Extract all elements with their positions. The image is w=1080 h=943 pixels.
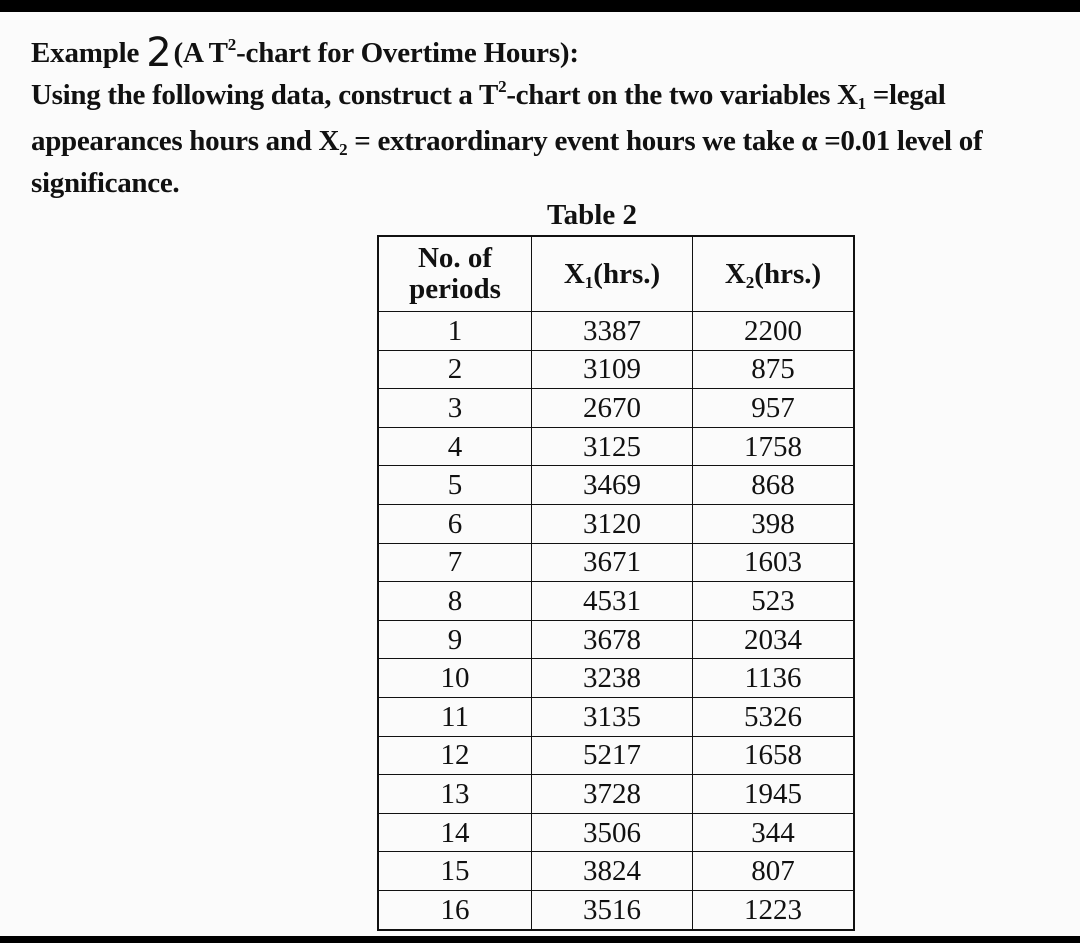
top-border <box>0 0 1080 12</box>
cell-period: 16 <box>378 890 532 929</box>
cell-period: 11 <box>378 697 532 736</box>
data-table <box>377 235 855 931</box>
table-caption: Table 2 <box>547 199 637 231</box>
cell-period: 15 <box>378 852 532 891</box>
cell-period: 10 <box>378 659 532 698</box>
cell-period: 8 <box>378 582 532 621</box>
header-x2-unit: (hrs.) <box>754 257 822 290</box>
p1-text-c: =legal <box>865 79 946 111</box>
table-row <box>378 312 854 351</box>
cell-x1: 2670 <box>532 389 693 428</box>
cell-period: 12 <box>378 736 532 775</box>
table-row <box>378 466 854 505</box>
heading-title-sup: 2 <box>227 35 237 54</box>
cell-x2: 1136 <box>693 659 855 698</box>
table-row <box>378 620 854 659</box>
cell-period: 1 <box>378 312 532 351</box>
cell-x1: 3728 <box>532 775 693 814</box>
cell-x2: 807 <box>693 852 855 891</box>
header-x2-sub: 2 <box>745 272 755 292</box>
cell-x1: 3125 <box>532 427 693 466</box>
example-heading <box>31 30 1080 76</box>
table-row <box>378 582 854 621</box>
cell-x1: 3469 <box>532 466 693 505</box>
table-row <box>378 813 854 852</box>
table-row <box>378 427 854 466</box>
cell-x1: 3109 <box>532 350 693 389</box>
header-x2 <box>693 236 855 312</box>
cell-period: 3 <box>378 389 532 428</box>
p1-sup: 2 <box>498 77 507 96</box>
cell-period: 4 <box>378 427 532 466</box>
table-row <box>378 389 854 428</box>
cell-x2: 868 <box>693 466 855 505</box>
header-periods: No. of periods <box>378 236 532 312</box>
header-x2-var: X <box>724 257 746 290</box>
cell-x1: 4531 <box>532 582 693 621</box>
table-body <box>378 312 854 930</box>
cell-x2: 1603 <box>693 543 855 582</box>
table-row <box>378 890 854 929</box>
cell-x2: 1658 <box>693 736 855 775</box>
cell-x2: 957 <box>693 389 855 428</box>
cell-x2: 398 <box>693 504 855 543</box>
heading-title-open: (A T <box>173 37 228 69</box>
handwritten-number: 2 <box>146 30 172 76</box>
cell-x2: 875 <box>693 350 855 389</box>
table-row <box>378 736 854 775</box>
cell-x1: 3387 <box>532 312 693 351</box>
p1-text-b: -chart on the two variables X <box>506 79 858 111</box>
p2-text-b: = extraordinary event hours we take α =0.01 level of <box>347 125 983 157</box>
header-x1-var: X <box>563 257 585 290</box>
header-x1-sub: 1 <box>584 272 594 292</box>
table-header-row <box>378 236 854 312</box>
cell-period: 13 <box>378 775 532 814</box>
cell-x1: 3671 <box>532 543 693 582</box>
cell-x1: 5217 <box>532 736 693 775</box>
heading-title-close: -chart for Overtime Hours): <box>236 37 579 69</box>
table-row <box>378 659 854 698</box>
cell-x2: 344 <box>693 813 855 852</box>
cell-x1: 3824 <box>532 852 693 891</box>
cell-period: 7 <box>378 543 532 582</box>
p2-sub: 2 <box>339 140 348 159</box>
header-x1 <box>532 236 693 312</box>
cell-x2: 2034 <box>693 620 855 659</box>
cell-x2: 1223 <box>693 890 855 929</box>
cell-period: 5 <box>378 466 532 505</box>
cell-period: 2 <box>378 350 532 389</box>
table-row <box>378 697 854 736</box>
cell-x2: 1758 <box>693 427 855 466</box>
heading-prefix: Example <box>31 37 140 69</box>
bottom-border <box>0 936 1080 943</box>
table-row <box>378 775 854 814</box>
text-block <box>31 30 1080 202</box>
paragraph-line-1 <box>31 72 1080 118</box>
cell-period: 14 <box>378 813 532 852</box>
header-x1-unit: (hrs.) <box>593 257 661 290</box>
cell-period: 9 <box>378 620 532 659</box>
p1-sub: 1 <box>857 94 866 113</box>
table-row <box>378 350 854 389</box>
table-row <box>378 504 854 543</box>
cell-x1: 3678 <box>532 620 693 659</box>
cell-x2: 1945 <box>693 775 855 814</box>
table-row <box>378 543 854 582</box>
cell-x1: 3506 <box>532 813 693 852</box>
table-row <box>378 852 854 891</box>
cell-x1: 3238 <box>532 659 693 698</box>
cell-x2: 5326 <box>693 697 855 736</box>
cell-x2: 2200 <box>693 312 855 351</box>
cell-x1: 3120 <box>532 504 693 543</box>
p2-text-a: appearances hours and X <box>31 125 340 157</box>
cell-x2: 523 <box>693 582 855 621</box>
paragraph-line-3: significance. <box>31 167 180 199</box>
p1-text-a: Using the following data, construct a T <box>31 79 499 111</box>
paragraph-line-2 <box>31 118 1080 164</box>
cell-x1: 3135 <box>532 697 693 736</box>
cell-x1: 3516 <box>532 890 693 929</box>
cell-period: 6 <box>378 504 532 543</box>
